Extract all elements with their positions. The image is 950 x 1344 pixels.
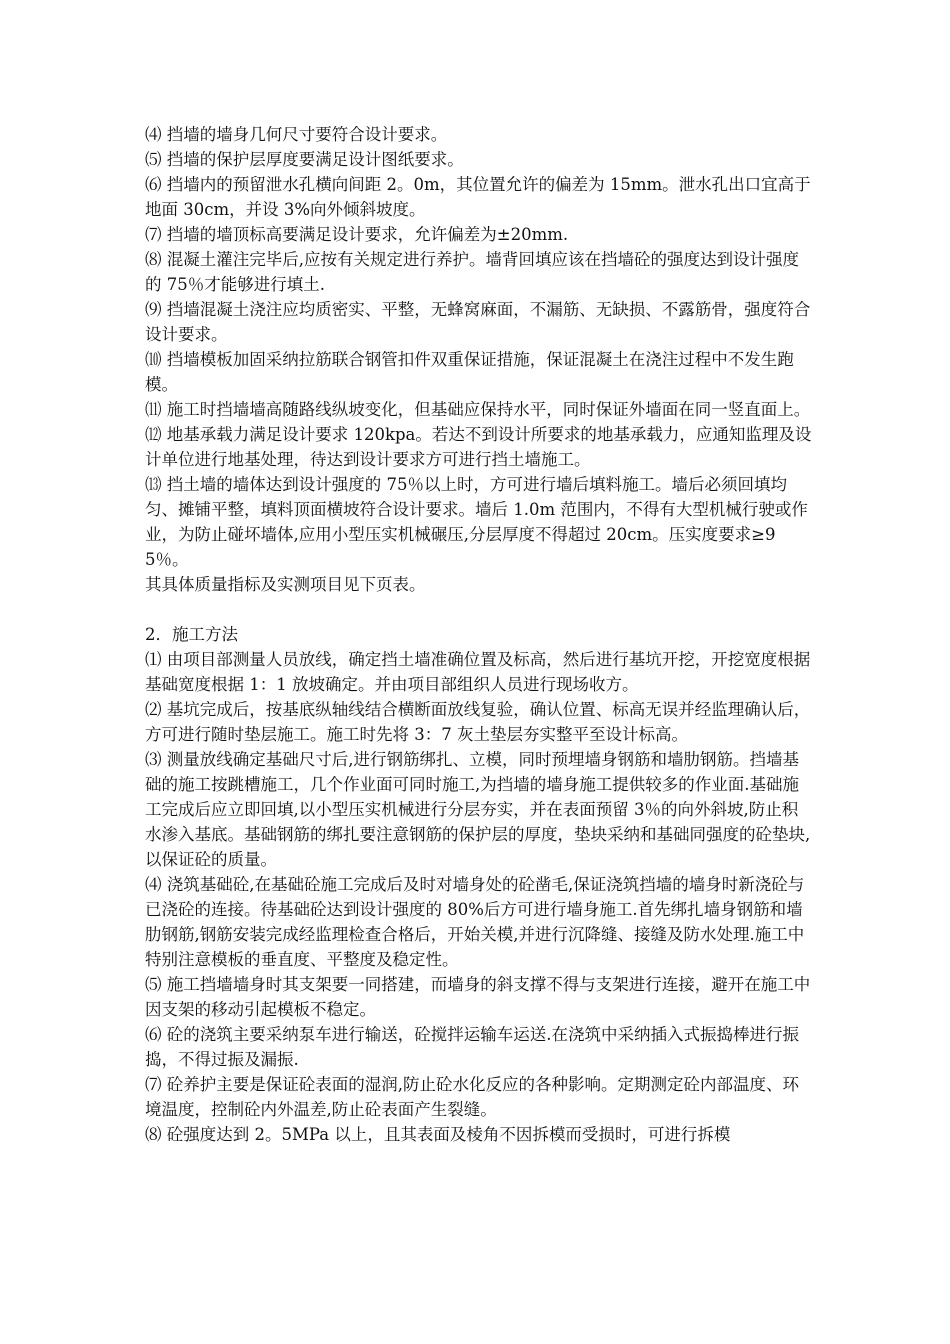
paragraph: ⒀ 挡土墙的墙体达到设计强度的 75％以上时，方可进行墙后填料施工。墙后必须回填均匀、摊铺平整，填料顶面横坡符合设计要求。墙后 1.0m 范围内，不得有大型机械行驶或作业，为防止碰坏墙体,应用小型压实机械碾压,分层厚度不得超过 20cm。压实度要求≥95％。 xyxy=(145,475,808,569)
paragraph: ⑼ 挡墙混凝土浇注应均质密实、平整，无蜂窝麻面，不漏筋、无缺损、不露筋骨，强度符合设计要求。 xyxy=(145,300,811,344)
paragraph: ⑻ 混凝土灌注完毕后,应按有关规定进行养护。墙背回填应该在挡墙砼的强度达到设计强度的 75％才能够进行填土. xyxy=(145,250,799,294)
paragraph: ⑹ 挡墙内的预留泄水孔横向间距 2。0m，其位置允许的偏差为 15mm。泄水孔出口宜高于地面 30cm，并设 3%向外倾斜坡度。 xyxy=(145,175,811,219)
paragraph: ⑺ 挡墙的墙顶标高要满足设计要求，允许偏差为±20mm. xyxy=(145,225,569,244)
paragraph: ⑷ 挡墙的墙身几何尺寸要符合设计要求。 xyxy=(145,125,448,144)
paragraph: ⑿ 地基承载力满足设计要求 120kpa。若达不到设计所要求的地基承载力，应通知监理及设计单位进行地基处理，待达到设计要求方可进行挡土墙施工。 xyxy=(145,425,812,469)
paragraph: ⑻ 砼强度达到 2。5MPa 以上，且其表面及棱角不因拆模而受损时，可进行拆模 xyxy=(145,1125,731,1144)
paragraph: ⑶ 测量放线确定基础尺寸后,进行钢筋绑扎、立模，同时预埋墙身钢筋和墙肋钢筋。挡墙基础的施工按跳槽施工，几个作业面可同时施工,为挡墙的墙身施工提供较多的作业面.基础施工完成后应立即回填,以小型压实机械进行分层夯实，并在表面预留 3％的向外斜坡,防止积水渗入基底。基础钢筋的绑扎要注意钢筋的保护层的厚度，垫块采纳和基础同强度的砼垫块,以保证砼的质量。 xyxy=(145,750,811,869)
paragraph: ⑸ 施工挡墙墙身时其支架要一同搭建，而墙身的斜支撑不得与支架进行连接，避开在施工中因支架的移动引起模板不稳定。 xyxy=(145,975,811,1019)
paragraph: ⑴ 由项目部测量人员放线，确定挡土墙准确位置及标高，然后进行基坑开挖，开挖宽度根据基础宽度根据 1：1 放坡确定。并由项目部组织人员进行现场收方。 xyxy=(145,650,811,694)
paragraph: ⑹ 砼的浇筑主要采纳泵车进行输送，砼搅拌运输车运送.在浇筑中采纳插入式振捣棒进行振捣，不得过振及漏振. xyxy=(145,1025,799,1069)
paragraph: ⑸ 挡墙的保护层厚度要满足设计图纸要求。 xyxy=(145,150,464,169)
blank-line xyxy=(145,597,813,622)
paragraph: 其具体质量指标及实测项目见下页表。 xyxy=(145,575,426,594)
paragraph: ⑵ 基坑完成后，按基底纵轴线结合横断面放线复验，确认位置、标高无误并经监理确认后，方可进行随时垫层施工。施工时先将 3：7 灰土垫层夯实整平至设计标高。 xyxy=(145,700,811,744)
paragraph: ⑽ 挡墙模板加固采纳拉筋联合钢管扣件双重保证措施，保证混凝土在浇注过程中不发生跑模。 xyxy=(145,350,794,394)
document-body xyxy=(145,122,813,1147)
paragraph: ⑾ 施工时挡墙墙高随路线纵坡变化，但基础应保持水平，同时保证外墙面在同一竖直面上。 xyxy=(145,400,811,419)
paragraph: ⑷ 浇筑基础砼,在基础砼施工完成后及时对墙身处的砼凿毛,保证浇筑挡墙的墙身时新浇砼与已浇砼的连接。待基础砼达到设计强度的 80%后方可进行墙身施工.首先绑扎墙身钢筋和墙肋钢筋,钢筋安装完成经监理检查合格后，开始关模,并进行沉降缝、接缝及防水处理.施工中特别注意模板的垂直度、平整度及稳定性。 xyxy=(145,875,805,969)
section-heading: 2．施工方法 xyxy=(145,625,238,644)
paragraph: ⑺ 砼养护主要是保证砼表面的湿润,防止砼水化反应的各种影响。定期测定砼内部温度、环境温度，控制砼内外温差,防止砼表面产生裂缝。 xyxy=(145,1075,799,1119)
